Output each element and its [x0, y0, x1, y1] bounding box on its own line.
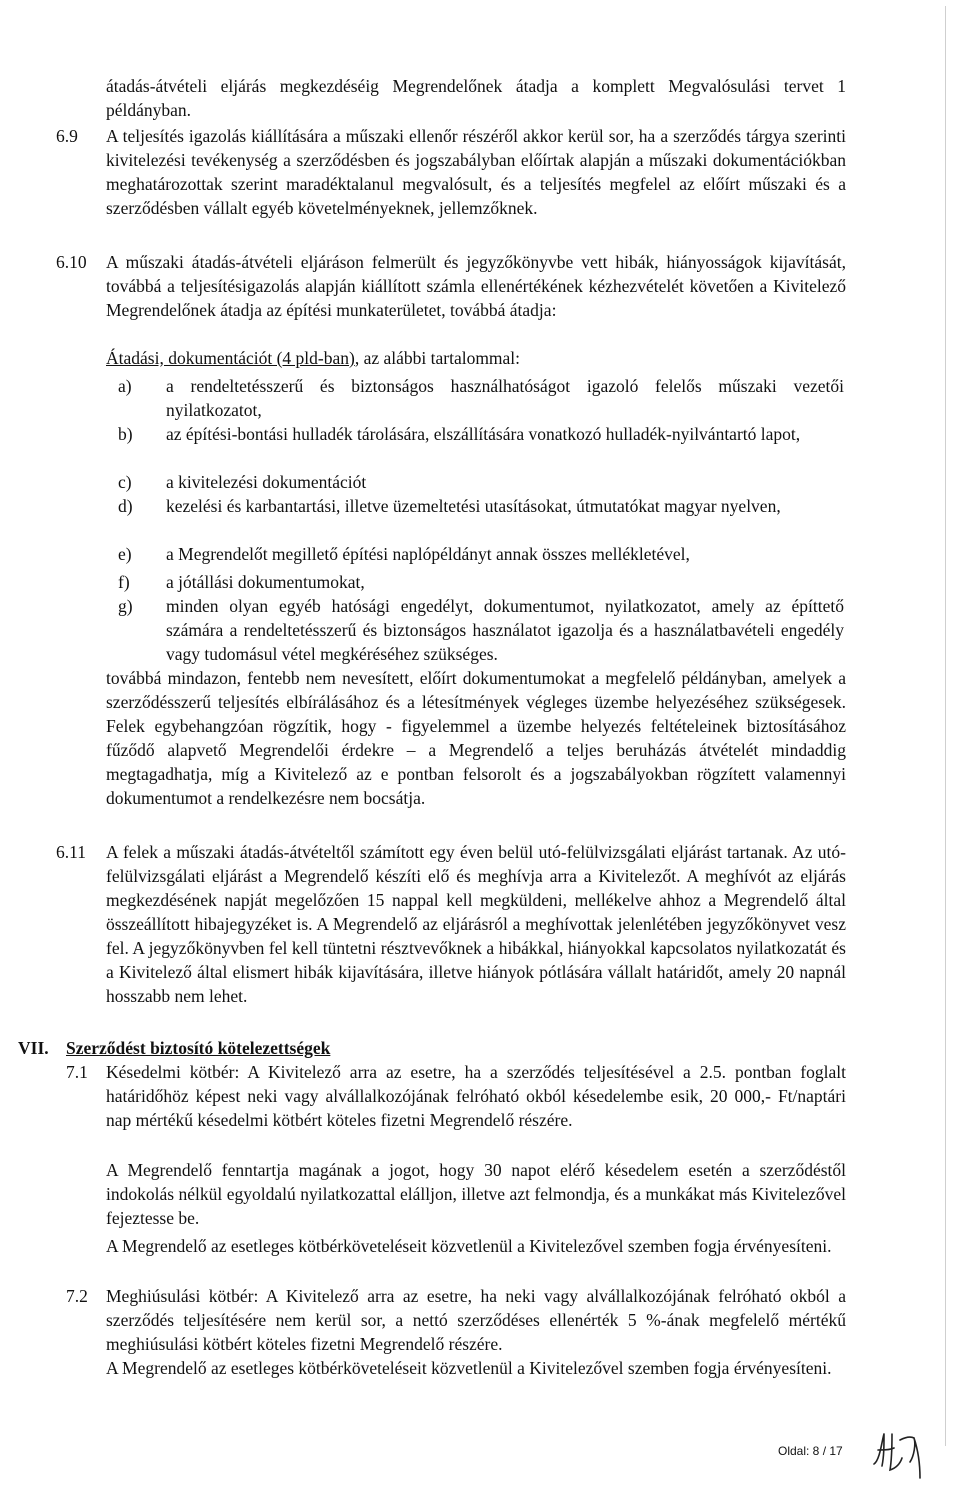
- list-item-label: a): [118, 376, 132, 396]
- section-6-10-text: A műszaki átadás-átvételi eljáráson felmerült és jegyzőkönyvbe vett hibák, hiányosságok kijavítását, továbbá a teljesítésigazolás alapján kiállított számla ellenértékének kézhezvételét követően a Kivitelező Megrendelőnek átadja az építési munkaterületet, továbbá átadja:: [106, 252, 846, 320]
- section-7-2-p1: Meghiúsulási kötbér: A Kivitelező arra az esetre, ha neki vagy alvállalkozójának felróható okból a szerződés teljesítésére nem kerül sor, a nettó szerződéses ellenérték 5 %-ának megfelelő mértékű meghiúsulási kötbért köteles fizetni Megrendelő részére.: [106, 1286, 846, 1354]
- section-6-10-heading: [106, 346, 846, 370]
- signature-initials: [870, 1420, 930, 1480]
- section-7-1-number: 7.1: [66, 1062, 88, 1082]
- section-7-1-p2: A Megrendelő fenntartja magának a jogot, hogy 30 napot elérő késedelem esetén a szerződéstől indokolás nélkül egyoldalú nyilatkozattal elálljon, illetve azt felmondja, és a munkákat más Kivitelezővel fejeztesse be.: [106, 1160, 846, 1228]
- list-item-text: kezelési és karbantartási, illetve üzemeltetési utasításokat, útmutatókat magyar nyelven,: [166, 496, 781, 516]
- list-item-label: b): [118, 424, 133, 444]
- chapter-title: Szerződést biztosító kötelezettségek: [66, 1038, 331, 1058]
- list-item: [118, 470, 844, 494]
- section-6-9-number: 6.9: [56, 126, 78, 146]
- chapter-number: VII.: [18, 1038, 49, 1058]
- list-item: [118, 494, 844, 542]
- section-6-11-number: 6.11: [56, 842, 86, 862]
- page-number: Oldal: 8 / 17: [778, 1444, 843, 1458]
- list-item-text: a kivitelezési dokumentációt: [166, 472, 367, 492]
- list-item-label: f): [118, 572, 130, 592]
- list-item-text: a jótállási dokumentumokat,: [166, 572, 365, 592]
- list-item-label: g): [118, 596, 133, 616]
- list-item-label: c): [118, 472, 132, 492]
- heading-rest: , az alábbi tartalommal:: [354, 348, 521, 368]
- section-6-10-after: továbbá mindazon, fentebb nem nevesített, előírt dokumentumokat a megfelelő példányban, amelyek a szerződésszerű teljesítés elbírálásához és a létesítmények végleges üzembe helyezéséhez szükségesek. Felek egybehangzóan rögzítik, hogy - figyelemmel a üzembe helyezés feltételeinek biztosításához fűződő alapvető Megrendelői érdekre – a Megrendelő a teljes beruházás átvételét mindaddig megtagadhatja, míg a Kivitelező az e pontban felsorolt és a jogszabályokban rögzített valamennyi dokumentumot a rendelkezésre nem bocsátja.: [106, 668, 846, 808]
- list-item: [118, 570, 844, 594]
- list-item-text: a Megrendelőt megillető építési naplópéldányt annak összes mellékletével,: [166, 544, 690, 564]
- list-item-text: minden olyan egyéb hatósági engedélyt, dokumentumot, nyilatkozatot, amely az építtető számára a rendeltetésszerű és biztonságos használatot igazolja és a használatbavételi engedély vagy tudomásul vétel megkéréséhez szükséges.: [166, 596, 844, 664]
- list-item: [118, 542, 844, 566]
- list-item: [118, 594, 844, 666]
- list-item-label: e): [118, 544, 132, 564]
- section-6-9-text: A teljesítés igazolás kiállítására a műszaki ellenőr részéről akkor kerül sor, ha a szerződés tárgya szerinti kivitelezési tevékenység a szerződésben és jogszabályban előírtak alapján a műszaki dokumentációkban meghatározottak szerint maradéktalanul megvalósult, és a teljesítés megfelel az előírt műszaki és a szerződésben vállalt egyéb követelményeknek, jellemzőknek.: [106, 126, 846, 218]
- section-7-2-p2: A Megrendelő az esetleges kötbérköveteléseit közvetlenül a Kivitelezővel szemben fogja érvényesíteni.: [106, 1358, 832, 1378]
- section-7-2-number: 7.2: [66, 1286, 88, 1306]
- list-item-text: a rendeltetésszerű és biztonságos használhatóságot igazoló felelős műszaki vezetői nyilatkozatot,: [166, 376, 844, 420]
- section-6-10-number: 6.10: [56, 252, 87, 272]
- list-item-label: d): [118, 496, 133, 516]
- intro-paragraph: átadás-átvételi eljárás megkezdéséig Megrendelőnek átadja a komplett Megvalósulási tervet 1 példányban.: [106, 76, 846, 120]
- section-6-11-text: A felek a műszaki átadás-átvételtől számított egy éven belül utó-felülvizsgálati eljárást tartanak. Az utó-felülvizsgálati eljárást a Megrendelő készíti elő és meghívja arra a Kivitelezőt. A meghívót az eljárás megkezdésének napját megelőzően 15 nappal kell megküldeni, mellékelve ahhoz a Megrendelő által összeállított hibajegyzéket is. A Megrendelő az eljárásról a meghívottak jelenlétében jegyzőkönyvet vesz fel. A jegyzőkönyvben fel kell tüntetni résztvevőknek a hibákkal, hiányokkal kapcsolatos nyilatkozatát és a Kivitelező által elismert hibák kijavítására, illetve hiányok pótlására vállalt határidőt, amely 20 napnál hosszabb nem lehet.: [106, 842, 846, 1006]
- section-7-1-p3: A Megrendelő az esetleges kötbérköveteléseit közvetlenül a Kivitelezővel szemben fogja érvényesíteni.: [106, 1236, 832, 1256]
- page-edge-line: [945, 6, 946, 1446]
- section-7-1-p1: Késedelmi kötbér: A Kivitelező arra az esetre, ha a szerződés teljesítésével a 2.5. pontban foglalt határidőhöz képest neki vagy alvállalkozójának felróható okból késedelembe esik, 20 000,- Ft/naptári nap mértékű késedelmi kötbért köteles fizetni Megrendelő részére.: [106, 1062, 846, 1130]
- list-item: [118, 422, 844, 470]
- list-item-text: az építési-bontási hulladék tárolására, elszállítására vonatkozó hulladék-nyilvántartó lapot,: [166, 424, 801, 444]
- heading-underlined: Átadási, dokumentációt (4 pld-ban): [106, 348, 355, 368]
- list-item: [118, 374, 844, 422]
